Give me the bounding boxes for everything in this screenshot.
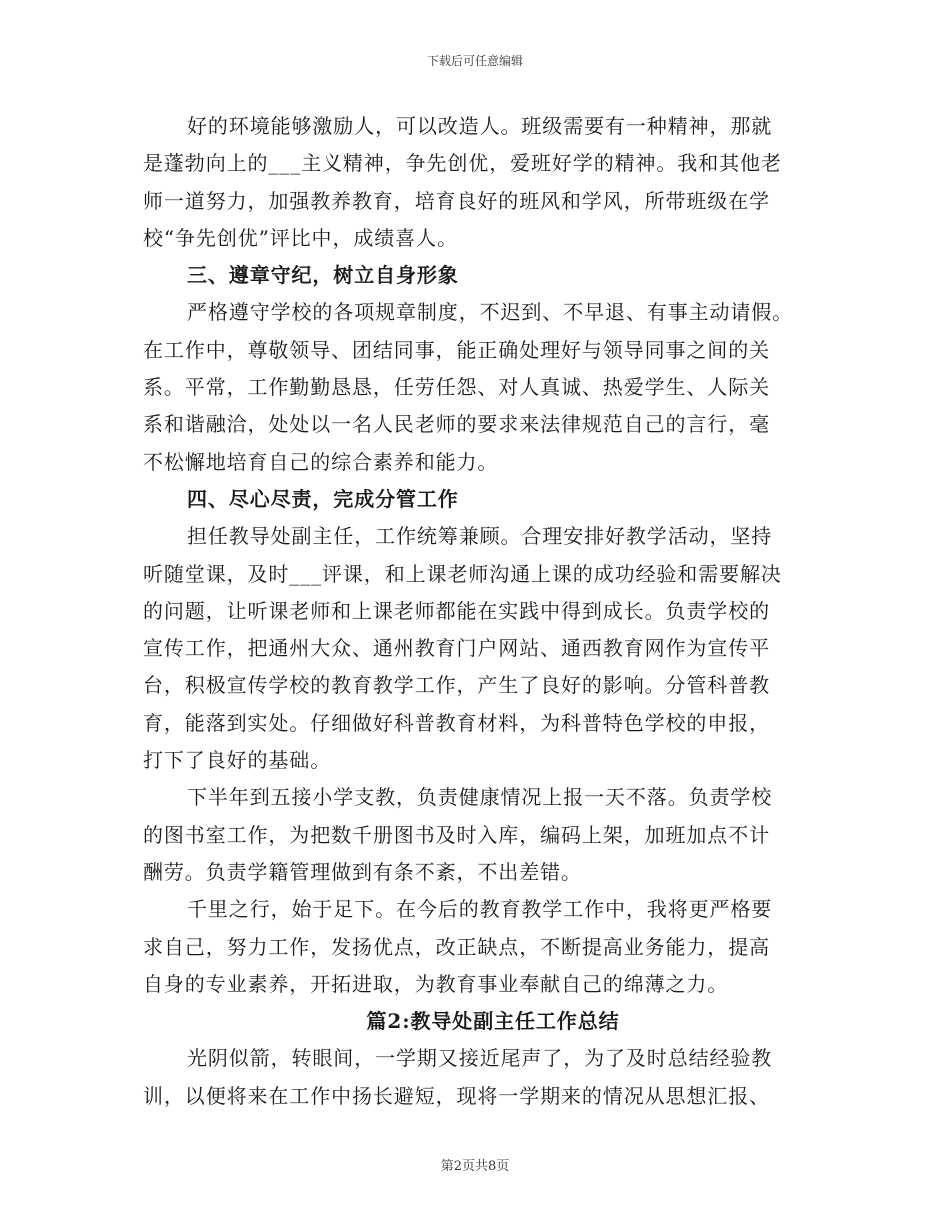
paragraph-line: 听随堂课，及时___评课，和上课老师沟通上课的成功经验和需要解决 (143, 561, 782, 586)
paragraph-line: 自身的专业素养，开拓进取，为教育事业奉献自己的绵薄之力。 (143, 971, 729, 996)
paragraph-line: 求自己，努力工作，发扬优点，改正缺点，不断提高业务能力，提高 (143, 934, 770, 959)
paragraph-line: 不松懈地培育自己的综合素养和能力。 (143, 449, 499, 474)
paragraph-line: 光阴似箭，转眼间，一学期又接近尾声了，为了及时总结经验教 (187, 1046, 773, 1071)
paragraph-line: 的图书室工作，为把数千册图书及时入库，编码上架，加班加点不计 (143, 822, 770, 847)
paragraph-line: 校“争先创优”评比中，成绩喜人。 (143, 225, 458, 250)
paragraph-line: 系和谐融洽，处处以一名人民老师的要求来法律规范自己的言行，毫 (143, 412, 770, 437)
paragraph-line: 打下了良好的基础。 (143, 748, 332, 773)
paragraph-line: 的问题，让听课老师和上课老师都能在实践中得到成长。负责学校的 (143, 598, 770, 623)
page-footer: 第2页共8页 (440, 1159, 510, 1174)
paragraph-line: 好的环境能够激励人，可以改造人。班级需要有一种精神，那就 (187, 114, 773, 138)
paragraph-line: 训，以便将来在工作中扬长避短，现将一学期来的情况从思想汇报、 (143, 1083, 770, 1108)
paragraph-line: 下半年到五接小学支教，负责健康情况上报一天不落。负责学校 (187, 785, 773, 810)
paragraph-line: 担任教导处副主任，工作统筹兼顾。合理安排好教学活动，坚持 (187, 524, 773, 549)
chapter-title: 篇2:教导处副主任工作总结 (366, 1009, 620, 1034)
paragraph-line: 在工作中，尊敬领导、团结同事，能正确处理好与领导同事之间的关 (143, 337, 770, 362)
paragraph-line: 台，积极宣传学校的教育教学工作，产生了良好的影响。分管科普教 (143, 673, 770, 698)
paragraph-line: 系。平常，工作勤勤恳恳，任劳任怨、对人真诚、热爱学生、人际关 (143, 375, 770, 400)
paragraph-line: 酬劳。负责学籍管理做到有条不紊，不出差错。 (143, 859, 582, 884)
paragraph-line: 是蓬勃向上的___主义精神，争先创优，爱班好学的精神。我和其他老 (143, 151, 782, 176)
page-header: 下载后可任意编辑 (426, 54, 523, 68)
document-body (143, 108, 803, 1115)
paragraph-line: 严格遵守学校的各项规章制度，不迟到、不早退、有事主动请假。 (187, 300, 794, 325)
paragraph-line: 育，能落到实处。仔细做好科普教育材料，为科普特色学校的申报， (143, 710, 770, 735)
paragraph-line: 宣传工作，把通州大众、通州教育门户网站、通西教育网作为宣传平 (143, 636, 770, 661)
paragraph-line: 师一道努力，加强教养教育，培育良好的班风和学风，所带班级在学 (143, 188, 770, 213)
paragraph-line: 千里之行，始于足下。在今后的教育教学工作中，我将更严格要 (187, 897, 773, 922)
section-heading: 四、尽心尽责，完成分管工作 (187, 486, 459, 511)
section-heading: 三、遵章守纪，树立自身形象 (187, 263, 459, 288)
